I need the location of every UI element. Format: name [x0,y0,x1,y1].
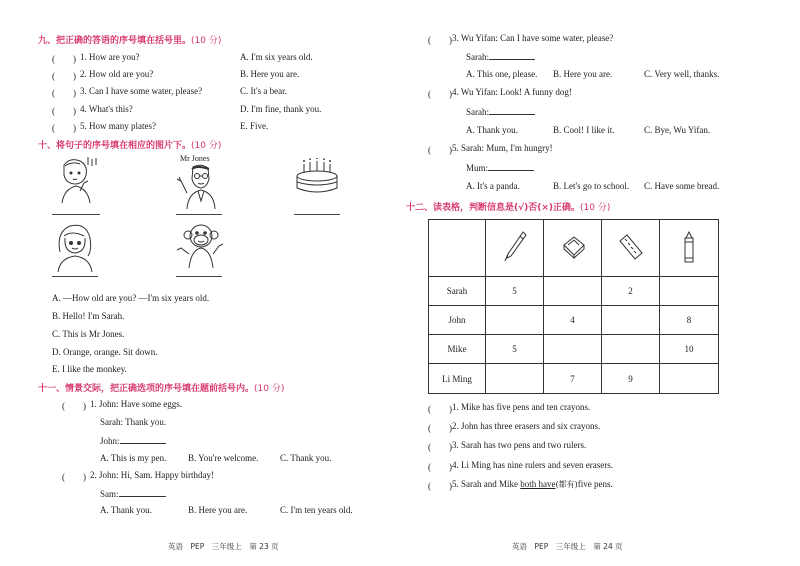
answer-option: A. I'm six years old. [240,52,313,62]
girl-thinking-picture [50,155,102,207]
answer-line[interactable] [294,214,340,215]
monkey-picture [175,220,227,270]
table-cell [602,306,660,335]
dialogue-line: 1. John: Have some eggs. [90,399,182,409]
statement-text: 1. Mike has five pens and ten crayons. [452,402,591,412]
table-header-eraser [544,220,602,277]
stationery-table [428,219,719,394]
section-10-heading [38,138,221,151]
speaker-label: Sam: [100,489,119,499]
sentence-option: B. Hello! I'm Sarah. [52,311,125,321]
statement-post: five pens. [577,479,613,489]
mr-jones-picture [175,163,225,209]
section-9-heading [38,33,221,46]
choice-option: C. Have some bread. [644,181,720,191]
choice-option: C. Very well, thanks. [644,69,720,79]
dialogue-line [466,106,535,117]
answer-option: C. It's a bear. [240,86,287,96]
statement-pre: 5. Sarah and Mike [452,479,521,489]
choice-option: C. Bye, Wu Yifan. [644,125,711,135]
section-9-title: 九、把正确的答语的序号填在括号里。 [38,36,192,46]
girl-sarah-picture [52,222,98,272]
sentence-option: C. This is Mr Jones. [52,329,125,339]
row-name-cell: Mike [429,335,486,364]
statement-note: (都有) [555,480,578,489]
page-footer-left: 英语 PEP 三年级上 第 23 页 [168,542,279,551]
dialogue-line [100,488,167,499]
row-name-cell: John [429,306,486,335]
eraser-icon [560,235,586,259]
choice-option: B. Here you are. [188,505,248,515]
table-cell [544,335,602,364]
answer-option: D. I'm fine, thank you. [240,104,322,114]
answer-blank[interactable] [488,162,534,171]
statement-text: 4. Li Ming has nine rulers and seven erasers. [452,460,613,470]
section-12-points: (10 分) [580,203,611,213]
dialogue-line: 4. Wu Yifan: Look! A funny dog! [452,87,572,97]
answer-line[interactable] [176,214,222,215]
section-10-points: (10 分) [191,141,222,151]
choice-option: B. Here you are. [553,69,613,79]
dialogue-line [100,435,166,446]
answer-paren[interactable]: ( ) [428,35,452,45]
table-row [429,306,719,335]
section-9-points: (10 分) [191,36,222,46]
speaker-label: John: [100,436,120,446]
statement-underlined: both have [520,479,556,489]
section-12-title: 十二、读表格，判断信息是(√)否(×)正确。 [406,203,580,213]
choice-option: A. This is my pen. [100,453,167,463]
table-row [429,364,719,394]
table-cell [602,335,660,364]
table-corner-cell [429,220,486,277]
question-text: 2. How old are you? [80,69,154,79]
answer-paren[interactable]: ( ) [52,54,76,64]
statement-text: 3. Sarah has two pens and two rulers. [452,440,587,450]
answer-blank[interactable] [489,106,535,115]
dialogue-line: 3. Wu Yifan: Can I have some water, please? [452,33,614,43]
table-header-ruler [602,220,660,277]
choice-option: A. Thank you. [100,505,152,515]
table-cell [544,277,602,306]
choice-option: B. You're welcome. [188,453,259,463]
answer-paren[interactable]: ( ) [428,89,452,99]
answer-paren[interactable]: ( ) [52,123,76,133]
choice-option: A. Thank you. [466,125,518,135]
dialogue-line: 2. John: Hi, Sam. Happy birthday! [90,470,214,480]
table-row [429,335,719,364]
question-text: 5. How many plates? [80,121,156,131]
section-10-title: 十、将句子的序号填在相应的图片下。 [38,141,192,151]
section-11-title: 十一、情景交际，把正确选项的序号填在题前括号内。 [38,384,255,394]
row-name-cell: Li Ming [429,364,486,394]
answer-paren[interactable]: ( ) [428,462,452,472]
table-cell [486,306,544,335]
answer-paren[interactable]: ( ) [428,145,452,155]
answer-blank[interactable] [119,488,165,497]
speaker-label: Sarah: [466,107,489,117]
choice-option: C. I'm ten years old. [280,505,353,515]
answer-paren[interactable]: ( ) [62,401,86,411]
dialogue-line [466,51,535,62]
question-text: 4. What's this? [80,104,133,114]
choice-option: C. Thank you. [280,453,332,463]
ruler-icon [617,233,645,261]
table-cell: 8 [660,306,719,335]
sentence-option: E. I like the monkey. [52,364,127,374]
answer-paren[interactable]: ( ) [428,423,452,433]
answer-blank[interactable] [489,51,535,60]
statement-text: 2. John has three erasers and six crayons. [452,421,601,431]
answer-paren[interactable]: ( ) [428,404,452,414]
answer-paren[interactable]: ( ) [428,442,452,452]
answer-option: B. Here you are. [240,69,300,79]
table-header-pen [486,220,544,277]
table-cell: 4 [544,306,602,335]
mr-jones-label: Mr Jones [180,154,210,163]
answer-paren[interactable]: ( ) [428,481,452,491]
table-cell: 10 [660,335,719,364]
table-cell: 9 [602,364,660,394]
dialogue-line: Sarah: Thank you. [100,417,167,427]
section-11-points: (10 分) [254,384,285,394]
speaker-label: Sarah: [466,52,489,62]
answer-paren[interactable]: ( ) [52,71,76,81]
answer-line[interactable] [176,276,222,277]
choice-option: B. Let's go to school. [553,181,630,191]
table-cell [660,277,719,306]
sentence-option: D. Orange, orange. Sit down. [52,347,158,357]
choice-option: A. This one, please. [466,69,538,79]
table-cell [660,364,719,394]
table-cell: 5 [486,277,544,306]
answer-paren[interactable]: ( ) [52,88,76,98]
statement-text [452,479,613,490]
crayon-icon [682,230,696,264]
answer-blank[interactable] [120,435,166,444]
dialogue-line: 5. Sarah: Mum, I'm hungry! [452,143,553,153]
sentence-end: . [164,489,167,499]
table-header-crayon [660,220,719,277]
table-cell: 5 [486,335,544,364]
answer-line[interactable] [52,276,98,277]
answer-option: E. Five. [240,121,269,131]
sentence-option: A. —How old are you? —I'm six years old. [52,293,210,303]
table-row [429,277,719,306]
speaker-label: Mum: [466,163,489,173]
birthday-cake-picture [292,158,342,196]
answer-line[interactable] [52,214,100,215]
answer-paren[interactable]: ( ) [62,472,86,482]
answer-paren[interactable]: ( ) [52,106,76,116]
question-text: 3. Can I have some water, please? [80,86,203,96]
dialogue-line [466,162,534,173]
row-name-cell: Sarah [429,277,486,306]
choice-option: B. Cool! I like it. [553,125,615,135]
pen-icon [503,230,527,264]
page-footer-right: 英语 PEP 三年级上 第 24 页 [512,542,623,551]
question-text: 1. How are you? [80,52,140,62]
table-cell: 7 [544,364,602,394]
table-header-row [429,220,719,277]
section-11-heading [38,381,284,394]
table-cell: 2 [602,277,660,306]
choice-option: A. It's a panda. [466,181,520,191]
section-12-heading [406,200,610,213]
table-cell [486,364,544,394]
